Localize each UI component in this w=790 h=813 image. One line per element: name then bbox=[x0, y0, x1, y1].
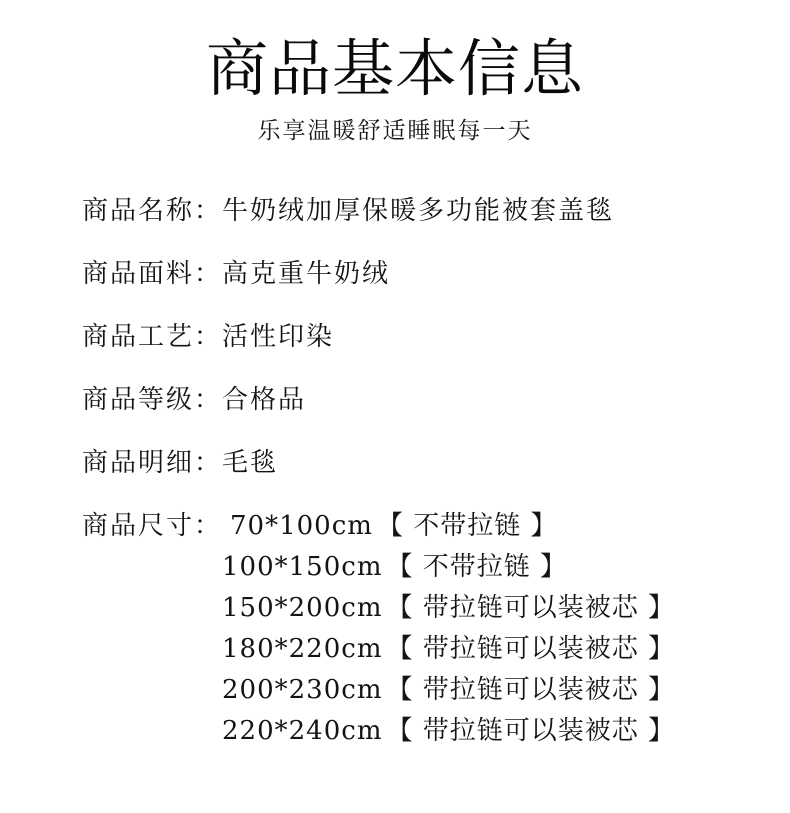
size-item bbox=[222, 591, 675, 625]
size-dimensions: 180*220cm bbox=[222, 634, 383, 665]
size-dimensions: 70*100cm bbox=[230, 511, 373, 542]
detail-row-sizes bbox=[82, 509, 790, 755]
size-dimensions: 200*230cm bbox=[222, 675, 383, 706]
detail-row-grade bbox=[82, 383, 790, 417]
detail-value: 合格品 bbox=[222, 385, 307, 416]
detail-row-fabric bbox=[82, 257, 790, 291]
sizes-list bbox=[222, 509, 675, 755]
detail-value: 活性印染 bbox=[222, 322, 335, 353]
page-title: 商品基本信息 bbox=[205, 32, 584, 105]
size-item bbox=[222, 714, 675, 748]
size-note: 【 带拉链可以装被芯 】 bbox=[386, 593, 676, 624]
size-dimensions: 100*150cm bbox=[222, 552, 383, 583]
detail-row-item bbox=[82, 446, 790, 480]
size-dimensions: 150*200cm bbox=[222, 593, 383, 624]
detail-label: 商品明细： bbox=[82, 448, 223, 479]
size-item bbox=[222, 509, 675, 543]
detail-label: 商品等级： bbox=[82, 385, 223, 416]
size-note: 【 不带拉链 】 bbox=[386, 552, 568, 583]
detail-value: 高克重牛奶绒 bbox=[222, 259, 391, 290]
size-note: 【 带拉链可以装被芯 】 bbox=[386, 634, 676, 665]
size-item bbox=[222, 673, 675, 707]
product-info-page bbox=[0, 34, 790, 813]
size-note: 【 不带拉链 】 bbox=[376, 511, 558, 542]
detail-label: 商品名称： bbox=[82, 196, 223, 227]
detail-row-name bbox=[82, 194, 790, 228]
detail-value: 牛奶绒加厚保暖多功能被套盖毯 bbox=[222, 196, 615, 227]
detail-label: 商品工艺： bbox=[82, 322, 223, 353]
detail-label: 商品尺寸： bbox=[82, 511, 223, 542]
size-note: 【 带拉链可以装被芯 】 bbox=[386, 716, 676, 747]
detail-value: 毛毯 bbox=[222, 448, 279, 479]
detail-row-craft bbox=[82, 320, 790, 354]
product-details bbox=[82, 194, 790, 755]
size-item bbox=[222, 632, 675, 666]
page-subtitle: 乐享温暖舒适睡眠每一天 bbox=[257, 118, 533, 145]
size-dimensions: 220*240cm bbox=[222, 716, 383, 747]
detail-label: 商品面料： bbox=[82, 259, 223, 290]
size-item bbox=[222, 550, 675, 584]
size-note: 【 带拉链可以装被芯 】 bbox=[386, 675, 676, 706]
